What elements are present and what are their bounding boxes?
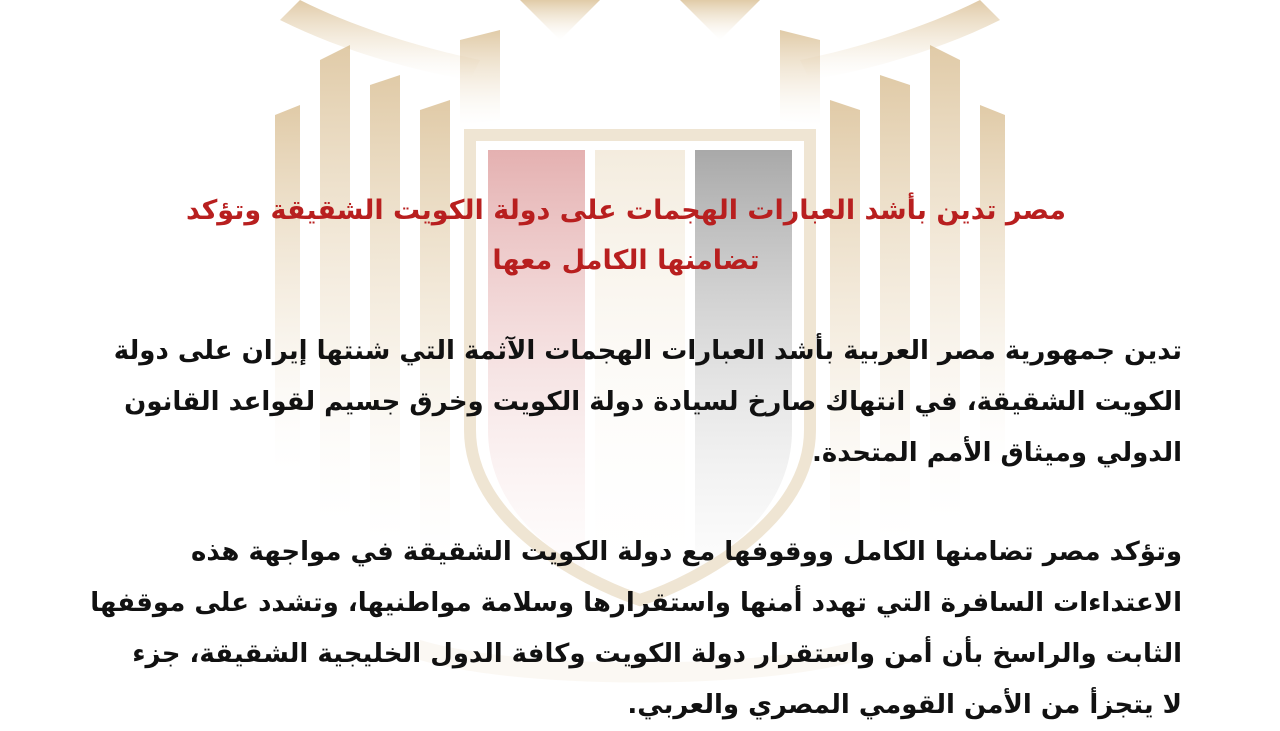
title-line: تضامنها الكامل معها <box>492 245 760 276</box>
paragraph-line: الاعتداءات السافرة التي تهدد أمنها واستقرارها وسلامة مواطنيها، وتشدد على موقفها <box>90 588 1182 618</box>
paragraph-line: الدولي وميثاق الأمم المتحدة. <box>811 438 1182 468</box>
statement-title <box>70 186 1182 286</box>
paragraph-solidarity <box>70 527 1182 731</box>
paragraph-condemnation <box>70 326 1182 479</box>
paragraph-line: تدين جمهورية مصر العربية بأشد العبارات الهجمات الآثمة التي شنتها إيران على دولة <box>113 336 1182 366</box>
title-line: مصر تدين بأشد العبارات الهجمات على دولة الكويت الشقيقة وتؤكد <box>185 195 1067 226</box>
statement <box>70 0 1182 720</box>
paragraph-line: وتؤكد مصر تضامنها الكامل ووقوفها مع دولة الكويت الشقيقة في مواجهة هذه <box>191 537 1182 567</box>
paragraph-line: الكويت الشقيقة، في انتهاك صارخ لسيادة دولة الكويت وخرق جسيم لقواعد القانون <box>124 387 1182 417</box>
paragraph-line: لا يتجزأ من الأمن القومي المصري والعربي. <box>627 690 1182 720</box>
paragraph-line: الثابت والراسخ بأن أمن واستقرار دولة الكويت وكافة الدول الخليجية الشقيقة، جزء <box>132 639 1182 669</box>
